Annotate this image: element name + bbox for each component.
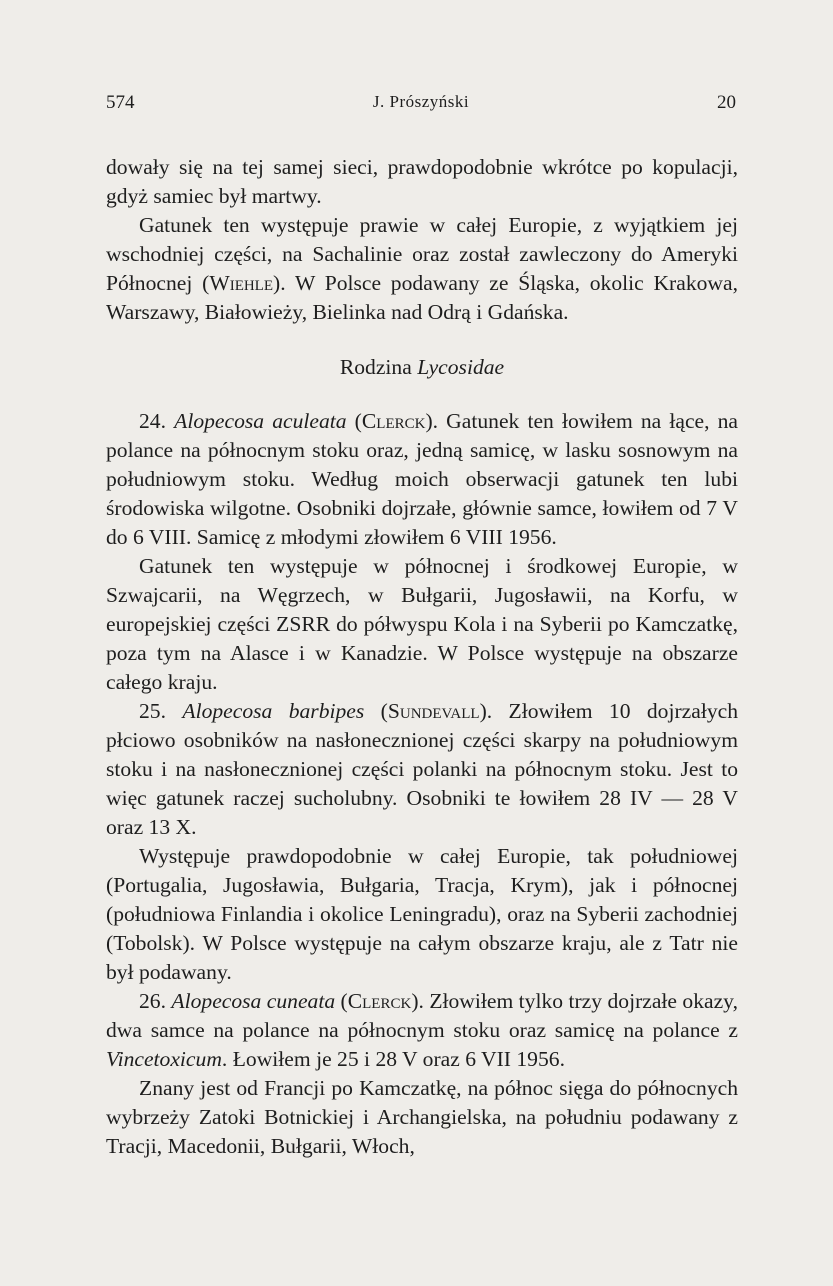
section-number: 20 — [717, 92, 736, 113]
paragraph-text: dowały się na tej samej sieci, prawdopodobnie wkrótce po kopulacji, gdyż samiec był martwy. — [106, 155, 738, 208]
author-citation: Clerck — [361, 409, 426, 433]
author-citation: Wiehle — [209, 271, 274, 295]
species-text: ). Złowiłem 10 dojrzałych płciowo osobników na nasłonecznionej części skarpy na południowym stoku i na nasłonecznionej części polanki na północnym stoku. Jest to więc gatunek raczej sucholubny. Osobniki te łowiłem 28 IV — 28 V oraz 13 X. — [106, 699, 738, 839]
distribution-paragraph-26 — [106, 1074, 738, 1161]
running-head-author: J. Prószyński — [372, 92, 470, 111]
species-text: ). Gatunek ten łowiłem na łące, na polance na północnym stoku oraz, jedną samicę, w lasku sosnowym na południowym stoku. Według moich obserwacji gatunek ten lubi środowiska wilgotne. Osobniki dojrzałe, głównie samce, łowiłem od 7 V do 6 VIII. Samicę z młodymi złowiłem 6 VIII 1956. — [106, 409, 739, 549]
punctuation: ( — [364, 699, 388, 723]
plant-genus-name: Vincetoxicum — [106, 1047, 222, 1071]
family-heading-name: Lycosidae — [417, 355, 505, 379]
paragraph-text: ). W Polsce podawany ze Śląska, okolic Krakowa, Warszawy, Białowieży, Bielinka nad Odrą i Gdańska. — [106, 271, 738, 324]
species-text: ). Złowiłem tylko trzy dojrzałe okazy, dwa samce na polance na północnym stoku oraz samicę na polance z — [106, 989, 738, 1042]
running-head — [106, 92, 736, 122]
species-text: . Łowiłem je 25 i 28 V oraz 6 VII 1956. — [221, 1047, 565, 1071]
species-entry-26 — [106, 987, 738, 1074]
species-number: 24. — [139, 409, 175, 433]
species-entry-25 — [106, 697, 738, 842]
paragraph-text: Znany jest od Francji po Kamczatkę, na północ sięga do północnych wybrzeży Zatoki Botnickiej i Archangielska, na południu podawany z Tracji, Macedonii, Bułgarii, Włoch, — [106, 1076, 738, 1158]
author-citation: Sundevall — [387, 699, 480, 723]
paragraph-text: Gatunek ten występuje w północnej i środkowej Europie, w Szwajcarii, na Węgrzech, w Bułgarii, Jugosławii, na Korfu, w europejskiej części ZSRR do półwyspu Kola i na Syberii po Kamczatkę, poza tym na Alasce i w Kanadzie. W Polsce występuje na obszarze całego kraju. — [106, 554, 738, 694]
family-heading-prefix: Rodzina — [339, 355, 418, 379]
distribution-paragraph-25 — [106, 842, 738, 987]
paragraph-text: Gatunek ten występuje prawie w całej Europie, z wyjątkiem jej wschodniej części, na Sachalinie oraz został zawleczony do Ameryki Północnej ( — [106, 213, 738, 295]
punctuation: ( — [346, 409, 362, 433]
species-name: Alopecosa cuneata — [171, 989, 336, 1013]
author-citation: Clerck — [347, 989, 412, 1013]
paragraph-text: Występuje prawdopodobnie w całej Europie, tak południowej (Portugalia, Jugosławia, Bułgaria, Tracja, Krym), jak i północnej (południowa Finlandia i okolice Leningradu), oraz na Syberii zachodniej (Tobolsk). W Polsce występuje na całym obszarze kraju, ale z Tatr nie był podawany. — [106, 844, 738, 984]
species-entry-24 — [106, 407, 738, 552]
page-number: 574 — [106, 92, 135, 113]
family-heading — [106, 353, 738, 382]
paragraph-distribution-intro — [106, 211, 738, 327]
punctuation: ( — [335, 989, 348, 1013]
distribution-paragraph-24 — [106, 552, 738, 697]
species-name: Alopecosa barbipes — [182, 699, 365, 723]
species-name: Alopecosa aculeata — [174, 409, 347, 433]
body-text — [106, 153, 738, 1161]
paragraph-continued — [106, 153, 738, 211]
species-number: 25. — [139, 699, 183, 723]
species-number: 26. — [139, 989, 172, 1013]
